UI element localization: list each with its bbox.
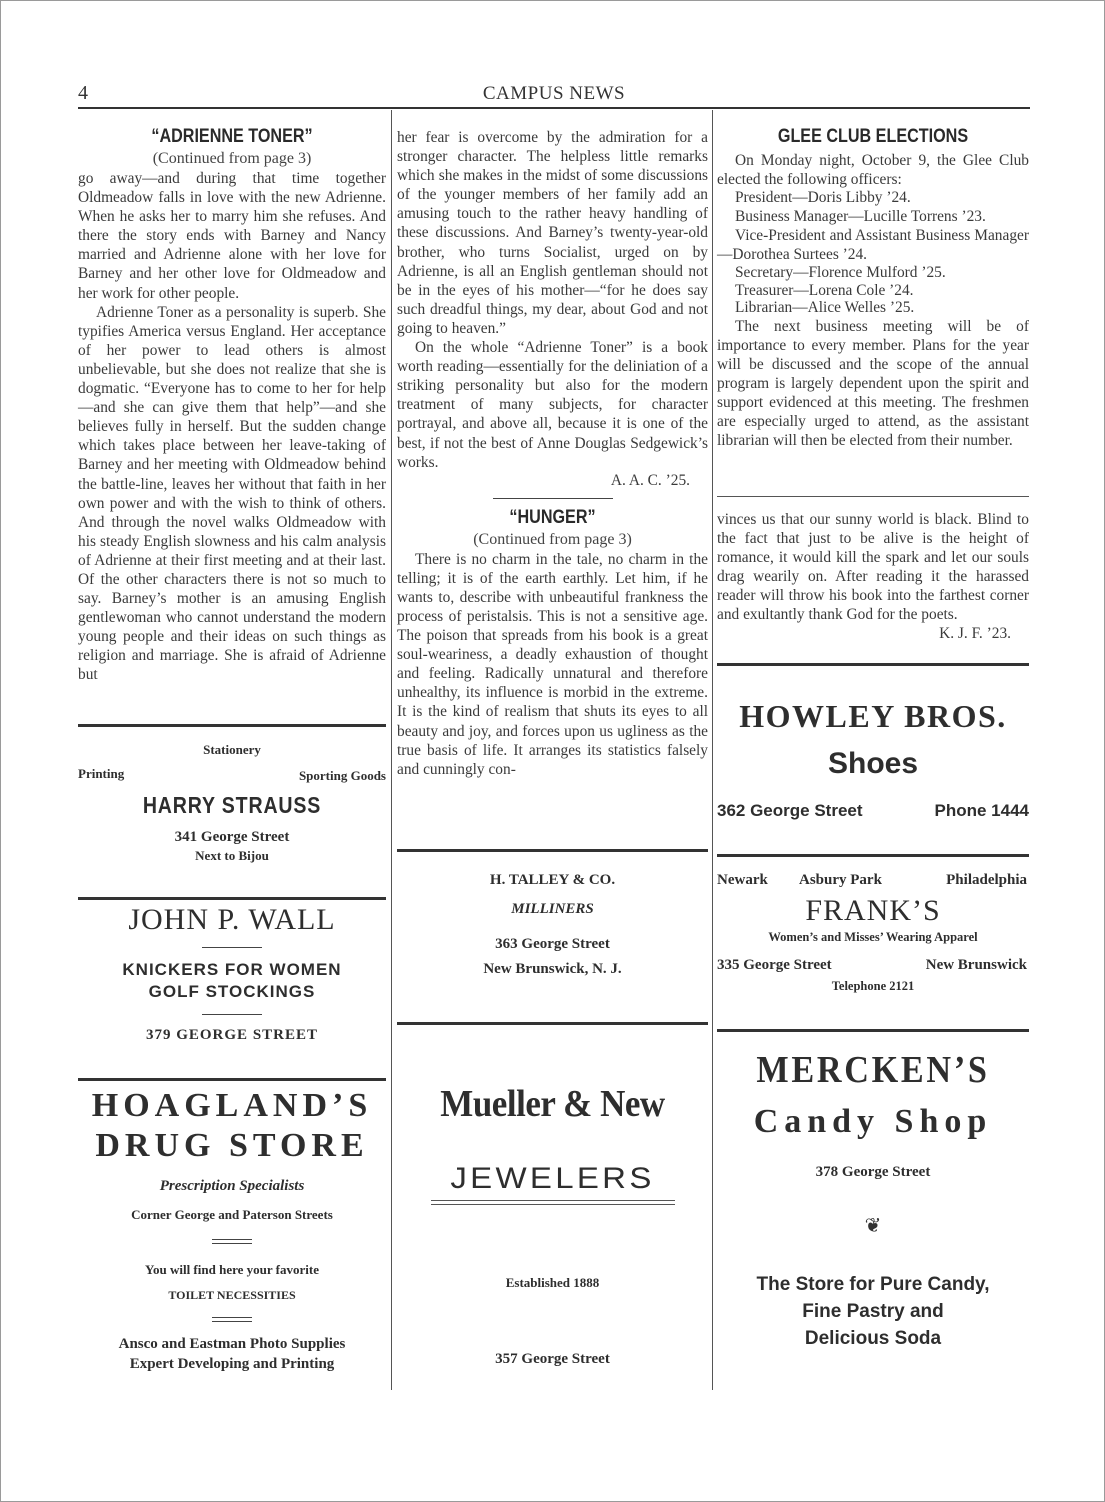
article-headline: GLEE CLUB ELECTIONS bbox=[777, 126, 969, 147]
article-headline: “ADRIENNE TONER” bbox=[151, 126, 313, 147]
article-paragraph: her fear is overcome by the admiration for a stronger character. The helpless little remarks which she makes in the midst of some discussions of the younger members of her family add an amusing touch to the rather heavy handling of these discussions. And Barney’s twenty-year-old brother, who turns Socialist, urged on by Adrienne, is all an English gentleman should not be in the eyes of his mother—“for he does say such dreadful things, my dear, about God and not going to heaven.” bbox=[397, 129, 708, 337]
ad-business-name: JOHN P. WALL bbox=[128, 903, 336, 936]
ad-line: You will find here your favorite bbox=[145, 1262, 319, 1277]
ad-business-name: FRANK’S bbox=[805, 894, 941, 927]
ad-business-name: DRUG STORE bbox=[95, 1127, 369, 1164]
ad-business-name: Mueller & New bbox=[440, 1083, 665, 1125]
ad-business-name: HARRY STRAUSS bbox=[142, 792, 322, 818]
ad-hoaglands bbox=[74, 1086, 390, 1396]
article-hunger-continued bbox=[717, 510, 1029, 643]
ad-line: Philadelphia bbox=[946, 872, 1027, 888]
officer-line: Secretary—Florence Mulford ’25. bbox=[735, 264, 946, 282]
ad-line: Established 1888 bbox=[505, 1275, 600, 1290]
continued-note: (Continued from page 3) bbox=[473, 530, 632, 548]
ad-john-p-wall bbox=[78, 903, 386, 1073]
ad-line: Newark bbox=[717, 872, 768, 888]
ad-address: 335 George Street bbox=[717, 957, 832, 973]
ad-address: 379 GEORGE STREET bbox=[145, 1027, 319, 1043]
article-paragraph: On Monday night, October 9, the Glee Club elected the following officers: bbox=[717, 152, 1029, 189]
divider bbox=[202, 1014, 262, 1015]
page-header bbox=[78, 80, 1030, 108]
divider bbox=[212, 1239, 252, 1244]
author-signature: K. J. F. ’23. bbox=[939, 624, 1011, 642]
section-rule bbox=[78, 724, 386, 727]
ad-address: 357 George Street bbox=[495, 1351, 610, 1367]
publication-title: CAMPUS NEWS bbox=[482, 83, 626, 104]
officer-line: Librarian—Alice Welles ’25. bbox=[735, 299, 915, 317]
leaf-ornament-icon: ❦ bbox=[864, 1215, 882, 1237]
ad-business-name: HOAGLAND’S bbox=[91, 1087, 373, 1124]
ad-tagline: MILLINERS bbox=[511, 901, 594, 917]
ad-tagline: JEWELERS bbox=[450, 1162, 655, 1195]
ad-line: Delicious Soda bbox=[804, 1328, 942, 1349]
section-rule bbox=[78, 897, 386, 900]
author-signature: A. A. C. ’25. bbox=[610, 471, 690, 489]
ad-address: 362 George Street bbox=[717, 801, 863, 820]
article-column-2 bbox=[397, 128, 708, 779]
section-rule bbox=[717, 1029, 1029, 1032]
officer-line: Treasurer—Lorena Cole ’24. bbox=[735, 281, 914, 299]
section-rule bbox=[397, 1022, 708, 1025]
article-paragraph: There is no charm in the tale, no charm in the telling; it is of the earth earthly. Let him, if he wants to, describe with unbeautiful frankness the process of peristalsis. This is not a sensitive age. The poison that spreads from his book is a great soul-weariness, a deadly exhaustion of thought and feeling. Radically unnatural and therefore unhealthy, its influence is morbid in the extreme. It is the kind of realism that shuts its eyes to all beauty and joy, and forces upon us ugliness as the true basis of life. It arranges its statistics falsely and cunningly con- bbox=[397, 550, 708, 778]
ad-howley-bros bbox=[715, 698, 1031, 848]
ad-tagline: Shoes bbox=[827, 747, 919, 780]
ad-line: Next to Bijou bbox=[195, 848, 269, 863]
ad-franks bbox=[715, 872, 1031, 1022]
ad-tagline: Candy Shop bbox=[753, 1103, 993, 1140]
ad-line: GOLF STOCKINGS bbox=[148, 982, 316, 1001]
ad-h-talley bbox=[397, 872, 708, 1012]
ad-line: Sporting Goods bbox=[298, 768, 386, 783]
header-rule bbox=[78, 107, 1030, 109]
ad-address: 341 George Street bbox=[174, 829, 290, 845]
ad-harry-strauss bbox=[78, 740, 386, 890]
ad-business-name: MERCKEN’S bbox=[756, 1049, 990, 1091]
divider bbox=[202, 947, 262, 948]
officer-line: President—Doris Libby ’24. bbox=[735, 189, 911, 207]
ad-line: Printing bbox=[78, 766, 125, 781]
ad-line: Fine Pastry and bbox=[802, 1301, 944, 1322]
article-headline: “HUNGER” bbox=[509, 506, 596, 528]
ad-line: Stationery bbox=[203, 742, 261, 757]
ad-line: KNICKERS FOR WOMEN bbox=[122, 960, 342, 979]
ad-phone: Phone 1444 bbox=[934, 801, 1029, 820]
ad-line: TOILET NECESSITIES bbox=[168, 1288, 296, 1302]
ad-phone: Telephone 2121 bbox=[831, 979, 915, 993]
section-rule bbox=[717, 496, 1029, 497]
divider bbox=[493, 498, 613, 499]
article-glee-club bbox=[717, 118, 1029, 451]
page-number: 4 bbox=[78, 82, 88, 104]
section-rule bbox=[717, 854, 1029, 857]
article-adrienne-toner bbox=[78, 118, 386, 685]
ad-line: New Brunswick, N. J. bbox=[483, 961, 622, 977]
article-paragraph: On the whole “Adrienne Toner” is a book worth reading—essentially for the deliniation of a striking personality but also for the modern treatment of many subjects, for character portrayal, and above all, because it is one of the best, if not the best of Anne Douglas Sedgewick’s works. bbox=[397, 339, 708, 471]
ad-address: 378 George Street bbox=[815, 1164, 931, 1180]
section-rule bbox=[717, 663, 1029, 666]
article-paragraph: vinces us that our sunny world is black. Blind to the fact that just to be alive is the height of romance, it would kill the spark and let our souls drag wearily on. After reading it the harassed reader will throw his book into the farthest corner and exultantly thank God for the poets. bbox=[717, 511, 1029, 624]
officer-line: Vice-President and Assistant Business Manager—Dorothea Surtees ’24. bbox=[717, 226, 1029, 263]
divider bbox=[212, 1317, 252, 1322]
ad-mueller-new bbox=[392, 1082, 713, 1392]
ad-merckens bbox=[715, 1046, 1031, 1396]
ad-tagline: Women’s and Misses’ Wearing Apparel bbox=[768, 930, 978, 944]
ad-business-name: H. TALLEY & CO. bbox=[489, 872, 616, 888]
ad-line: Asbury Park bbox=[799, 872, 882, 888]
article-paragraph: Adrienne Toner as a personality is superb. She typifies America versus England. Her acceptance of her power to lead others is almost unbelievable, but she does not realize that she is dogmatic. “Everyone has to come to her for help—and she can give them that help”—and she believes fully in herself. But the sudden change which takes place between her leave-taking of Barney and her meeting with Oldmeadow behind the battle-line, leaves her without that faith in her own power and with the wish to think of others. And through the novel walks Oldmeadow with his steady English slowness and his calm analysis of Adrienne at their first meeting and at their last. Of the other characters there is not so much to say. Barney’s mother is an amusing English gentlewoman who cannot understand the modern young people and their ideas on such things as religion and marriage. She is afraid of Adrienne but bbox=[78, 303, 386, 684]
officer-line: Business Manager—Lucille Torrens ’23. bbox=[735, 207, 986, 225]
ad-tagline: Prescription Specialists bbox=[159, 1178, 305, 1194]
ad-line: Expert Developing and Printing bbox=[129, 1356, 335, 1372]
article-paragraph: go away—and during that time together Oldmeadow falls in love with the new Adrienne. When he asks her to marry him she refuses. And there the story ends with Barney and Nancy married and Adrienne alone with her love for Barney and her other love for Oldmeadow and her work for other people. bbox=[78, 170, 386, 302]
section-rule bbox=[397, 849, 708, 852]
ad-address: Corner George and Paterson Streets bbox=[131, 1207, 333, 1222]
ad-line: New Brunswick bbox=[925, 957, 1027, 973]
ad-line: The Store for Pure Candy, bbox=[756, 1274, 990, 1295]
ad-business-name: HOWLEY BROS. bbox=[739, 698, 1007, 734]
article-paragraph: The next business meeting will be of importance to every member. Plans for the year will be discussed and the scope of the annual program is largely dependent upon the spirit and support evidenced at this meeting. The freshmen are especially urged to attend, as the assistant librarian will then be elected from their number. bbox=[717, 317, 1029, 450]
section-rule bbox=[78, 1078, 386, 1081]
ad-line: Ansco and Eastman Photo Supplies bbox=[118, 1336, 346, 1352]
continued-note: (Continued from page 3) bbox=[152, 150, 312, 167]
divider bbox=[431, 1200, 675, 1205]
ad-address: 363 George Street bbox=[495, 936, 610, 952]
